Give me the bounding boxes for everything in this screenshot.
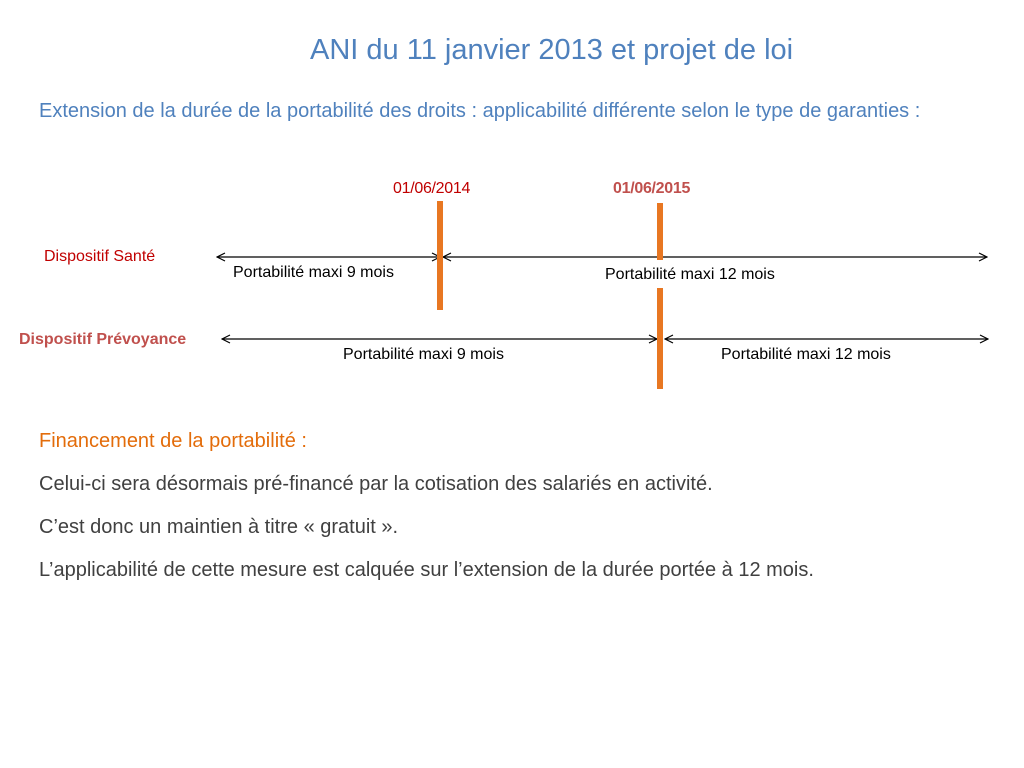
slide-title: ANI du 11 janvier 2013 et projet de loi xyxy=(310,34,794,66)
row-label-prevoyance: Dispositif Prévoyance xyxy=(19,331,187,348)
financing-heading: Financement de la portabilité : xyxy=(39,430,307,452)
segment-label-sante-12: Portabilité maxi 12 mois xyxy=(605,266,775,283)
segment-label-prevoyance-12: Portabilité maxi 12 mois xyxy=(721,346,891,363)
row-label-sante: Dispositif Santé xyxy=(44,248,156,265)
financing-paragraph: C’est donc un maintien à titre « gratuit ». xyxy=(39,516,399,538)
marker-2014 xyxy=(437,201,443,310)
financing-paragraph: Celui-ci sera désormais pré-financé par la cotisation des salariés en activité. xyxy=(39,473,713,495)
date-label-2014: 01/06/2014 xyxy=(393,180,471,197)
financing-paragraph: L’applicabilité de cette mesure est calquée sur l’extension de la durée portée à 12 mois. xyxy=(39,559,814,581)
marker-2015-bottom xyxy=(657,288,663,389)
segment-label-prevoyance-9: Portabilité maxi 9 mois xyxy=(343,346,504,363)
date-label-2015: 01/06/2015 xyxy=(613,180,691,197)
marker-2015-top xyxy=(657,203,663,260)
slide-subtitle: Extension de la durée de la portabilité des droits : applicabilité différente selon le type de garanties : xyxy=(39,100,921,122)
segment-label-sante-9: Portabilité maxi 9 mois xyxy=(233,264,394,281)
